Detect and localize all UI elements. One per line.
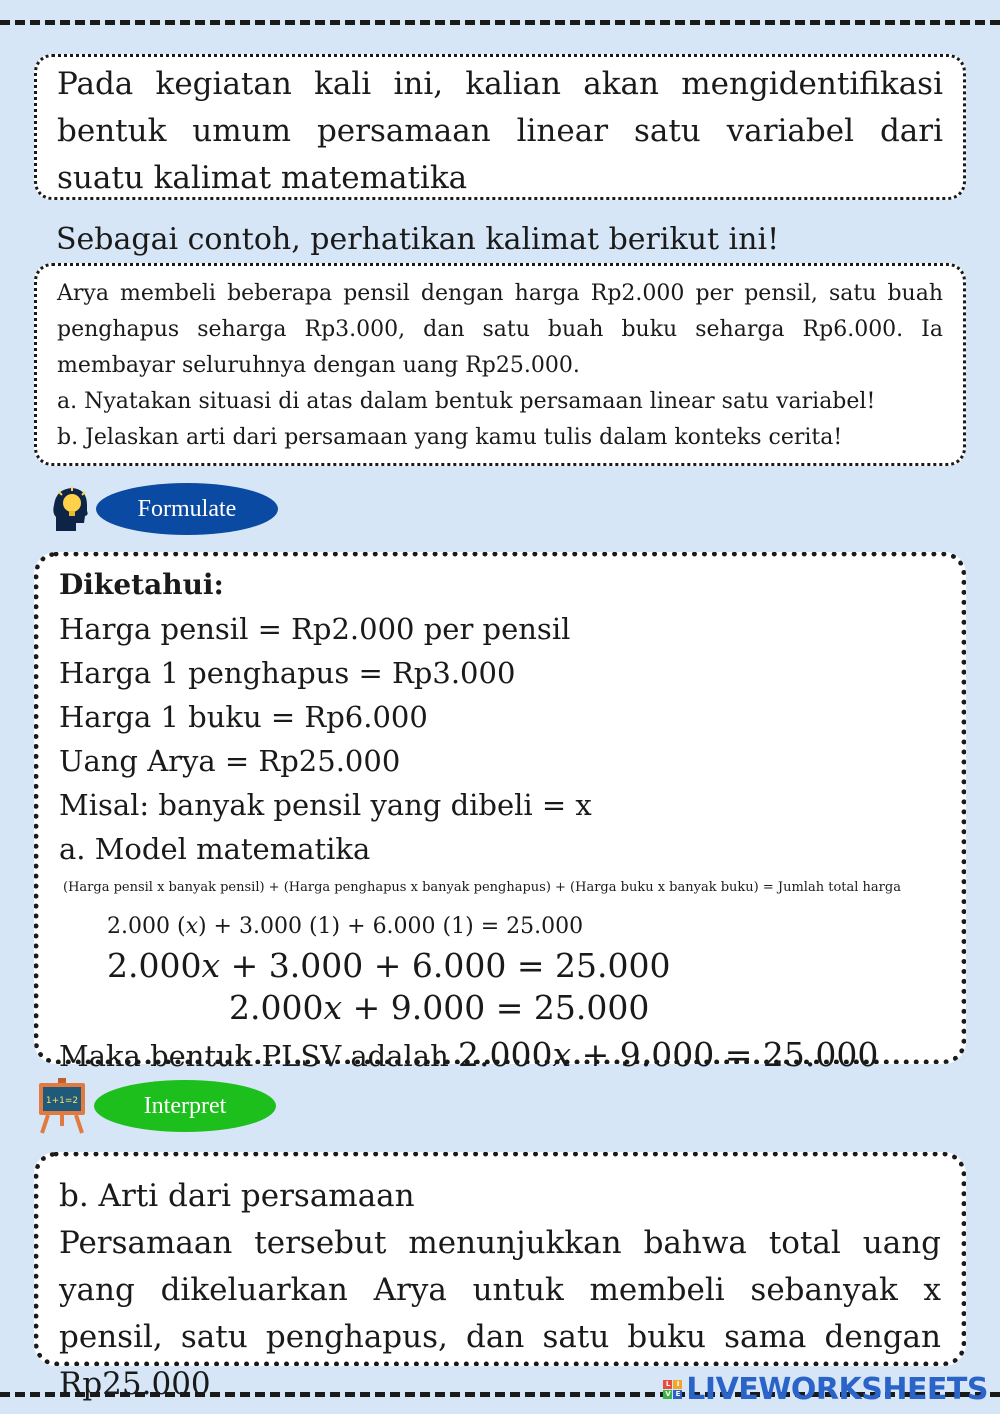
head-lightbulb-icon bbox=[52, 485, 90, 533]
conclusion-equation: 2.000x + 9.000 = 25.000 bbox=[458, 1035, 879, 1074]
liveworksheets-logo-icon: L I V E bbox=[663, 1380, 682, 1399]
equation-step-2: 2.000x + 3.000 + 6.000 = 25.000 bbox=[107, 946, 671, 985]
known-line: Misal: banyak pensil yang dibeli = x bbox=[59, 788, 592, 822]
meaning-title: b. Arti dari persamaan bbox=[59, 1178, 415, 1214]
problem-box bbox=[34, 263, 966, 466]
known-line: Harga 1 penghapus = Rp3.000 bbox=[59, 656, 516, 690]
watermark-text: LIVEWORKSHEETS bbox=[686, 1372, 988, 1407]
top-dashed-border bbox=[0, 20, 1000, 25]
question-b: b. Jelaskan arti dari persamaan yang kamu tulis dalam konteks cerita! bbox=[57, 425, 843, 450]
meaning-text: Persamaan tersebut menunjukkan bahwa total uang yang dikeluarkan Arya untuk membeli sebanyak x pensil, satu penghapus, dan satu buku sama dengan Rp25.000 bbox=[59, 1225, 941, 1402]
conclusion bbox=[59, 1033, 941, 1078]
equation-step-3: 2.000x + 9.000 = 25.000 bbox=[229, 988, 650, 1027]
model-title: a. Model matematika bbox=[59, 832, 371, 866]
board-text: 1+1=2 bbox=[45, 1096, 79, 1106]
intro-text: Pada kegiatan kali ini, kalian akan mengidentifikasi bentuk umum persamaan linear satu variabel dari suatu kalimat matematika bbox=[57, 66, 943, 196]
equation-step-1: 2.000 (x) + 3.000 (1) + 6.000 (1) = 25.000 bbox=[107, 914, 584, 939]
intro-box bbox=[34, 54, 966, 200]
work-box bbox=[34, 552, 966, 1074]
interpret-badge bbox=[36, 1078, 276, 1134]
model-description: (Harga pensil x banyak pensil) + (Harga penghapus x banyak penghapus) + (Harga buku x banyak buku) = Jumlah total harga bbox=[63, 880, 901, 895]
blackboard-easel-icon bbox=[36, 1078, 88, 1134]
liveworksheets-watermark bbox=[663, 1372, 988, 1407]
interpret-label: Interpret bbox=[94, 1080, 276, 1132]
known-line: Uang Arya = Rp25.000 bbox=[59, 744, 401, 778]
known-line: Harga pensil = Rp2.000 per pensil bbox=[59, 612, 571, 646]
question-a: a. Nyatakan situasi di atas dalam bentuk persamaan linear satu variabel! bbox=[57, 389, 876, 414]
known-line: Harga 1 buku = Rp6.000 bbox=[59, 700, 428, 734]
formulate-label: Formulate bbox=[96, 483, 278, 535]
problem-story: Arya membeli beberapa pensil dengan harga Rp2.000 per pensil, satu buah penghapus seharga Rp3.000, dan satu buah buku seharga Rp6.000. Ia membayar seluruhnya dengan uang Rp25.000. bbox=[57, 281, 943, 378]
formulate-badge bbox=[52, 483, 278, 535]
known-title: Diketahui: bbox=[59, 568, 224, 601]
conclusion-prefix: Maka bentuk PLSV adalah bbox=[59, 1039, 449, 1073]
example-heading: Sebagai contoh, perhatikan kalimat berikut ini! bbox=[56, 222, 780, 257]
